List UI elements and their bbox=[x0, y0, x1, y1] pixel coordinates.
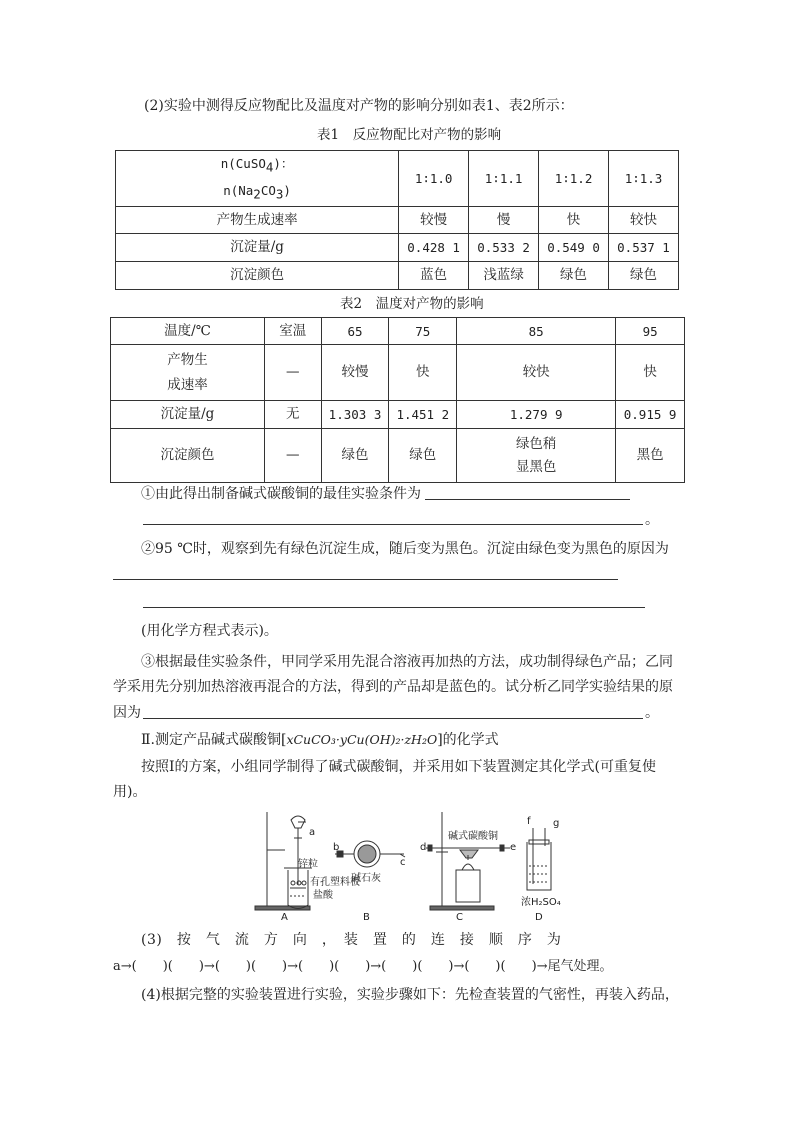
zinc-label: 锌粒 bbox=[298, 859, 318, 870]
answer-blank bbox=[425, 499, 630, 500]
port-d-label: d bbox=[420, 842, 427, 853]
apparatus-a-label: A bbox=[281, 912, 288, 923]
question-3-line3: 因为 bbox=[113, 705, 141, 721]
question-1-end: 。 bbox=[645, 512, 659, 528]
intro-text: (2)实验中测得反应物配比及温度对产物的影响分别如表1、表2所示： bbox=[144, 98, 574, 114]
table-row bbox=[111, 401, 685, 429]
table2-color-label: 沉淀颜色 bbox=[111, 429, 265, 483]
section-2-line3: 用)。 bbox=[113, 784, 147, 800]
table-row bbox=[116, 234, 679, 262]
port-c-label: c bbox=[400, 857, 406, 868]
table2-cell: — bbox=[264, 345, 321, 401]
table1-cell: 慢 bbox=[469, 207, 539, 234]
table2-temp-cell: 85 bbox=[457, 318, 616, 345]
table2-cell: 较慢 bbox=[321, 345, 389, 401]
apparatus-figure bbox=[250, 810, 570, 925]
table2-temp-label: 温度/℃ bbox=[111, 318, 265, 345]
table2-cell: 绿色 bbox=[389, 429, 457, 483]
table2-rate-label: 产物生 成速率 bbox=[111, 345, 265, 401]
port-e-label: e bbox=[510, 842, 517, 853]
port-g-label: g bbox=[553, 818, 560, 829]
table2-cell: — bbox=[264, 429, 321, 483]
table2-caption: 表2 温度对产物的影响 bbox=[340, 296, 484, 312]
table1-ratio-cell: 1∶1.2 bbox=[539, 151, 609, 207]
table2-cell: 无 bbox=[264, 401, 321, 429]
sample-label: 碱式碳酸铜 bbox=[448, 831, 498, 842]
table-row bbox=[116, 262, 679, 290]
table1-cell: 0.537 1 bbox=[609, 234, 679, 262]
table1-cell: 较快 bbox=[609, 207, 679, 234]
section-2-line2: 按照Ⅰ的方案，小组同学制得了碱式碳酸铜，并采用如下装置测定其化学式(可重复使 bbox=[141, 759, 656, 775]
answer-blank bbox=[113, 579, 618, 580]
table2-cell: 1.279 9 bbox=[457, 401, 616, 429]
table1-cell: 较慢 bbox=[399, 207, 469, 234]
table1-ratio-cell: 1∶1.1 bbox=[469, 151, 539, 207]
table2-cell: 0.915 9 bbox=[616, 401, 685, 429]
apparatus-d bbox=[527, 828, 551, 890]
apparatus-b bbox=[335, 841, 405, 867]
port-f-label: f bbox=[527, 816, 531, 827]
table2-temp-cell: 室温 bbox=[264, 318, 321, 345]
question-3-line1: ③根据最佳实验条件，甲同学采用先混合溶液再加热的方法，成功制得绿色产品；乙同 bbox=[141, 654, 673, 670]
port-a-label: a bbox=[309, 827, 316, 838]
table1-header-top: n(CuSO$_4$)： bbox=[220, 155, 294, 175]
table2-temp-cell: 75 bbox=[389, 318, 457, 345]
table2-cell: 快 bbox=[616, 345, 685, 401]
plate-label: 有孔塑料板 bbox=[310, 877, 360, 888]
table2-temp-cell: 65 bbox=[321, 318, 389, 345]
question-2-note: (用化学方程式表示)。 bbox=[141, 623, 278, 639]
question-3-end: 。 bbox=[645, 705, 659, 721]
table-row bbox=[111, 429, 685, 483]
table1-caption: 表1 反应物配比对产物的影响 bbox=[317, 127, 502, 143]
table2-cell: 1.303 3 bbox=[321, 401, 389, 429]
table-row bbox=[116, 207, 679, 234]
table1-cell: 0.428 1 bbox=[399, 234, 469, 262]
table1-cell: 浅蓝绿 bbox=[469, 262, 539, 290]
table-row bbox=[111, 345, 685, 401]
table1-cell: 绿色 bbox=[539, 262, 609, 290]
question-4: (4)根据完整的实验装置进行实验，实验步骤如下：先检查装置的气密性，再装入药品， bbox=[141, 987, 679, 1003]
port-b-label: b bbox=[333, 842, 340, 853]
question-3-line2: 学采用先分别加热溶液再混合的方法，得到的产品却是蓝色的。试分析乙同学实验结果的原 bbox=[113, 679, 673, 695]
table2-cell: 1.451 2 bbox=[389, 401, 457, 429]
h2so4-label: 浓H₂SO₄ bbox=[521, 897, 561, 908]
table2-cell: 较快 bbox=[457, 345, 616, 401]
answer-blank bbox=[143, 607, 645, 608]
table1-cell: 绿色 bbox=[609, 262, 679, 290]
question-2: ②95 ℃时，观察到先有绿色沉淀生成，随后变为黑色。沉淀由绿色变为黑色的原因为 bbox=[141, 541, 669, 557]
table1-cell: 蓝色 bbox=[399, 262, 469, 290]
table1-header-ratio bbox=[116, 151, 399, 207]
table-row bbox=[111, 318, 685, 345]
apparatus-c-label: C bbox=[456, 912, 463, 923]
table1-ratio-cell: 1∶1.0 bbox=[399, 151, 469, 207]
answer-blank bbox=[143, 524, 643, 525]
table2-cell: 绿色 bbox=[321, 429, 389, 483]
section-2-title: Ⅱ.测定产品碱式碳酸铜[xCuCO₃·yCu(OH)₂·zH₂O]的化学式 bbox=[141, 732, 499, 748]
table1-row-label: 产物生成速率 bbox=[116, 207, 399, 234]
apparatus-d-label: D bbox=[535, 912, 543, 923]
table1-cell: 0.533 2 bbox=[469, 234, 539, 262]
table2 bbox=[110, 317, 685, 483]
table2-cell-85: 绿色稍 显黑色 bbox=[457, 429, 616, 483]
acid-label: 盐酸 bbox=[313, 890, 333, 901]
lime-label: 碱石灰 bbox=[351, 873, 381, 884]
table1-ratio-cell: 1∶1.3 bbox=[609, 151, 679, 207]
table2-temp-cell: 95 bbox=[616, 318, 685, 345]
question-1: ①由此得出制备碱式碳酸铜的最佳实验条件为 bbox=[141, 486, 421, 502]
answer-blank bbox=[143, 718, 643, 719]
table2-cell: 快 bbox=[389, 345, 457, 401]
apparatus-b-label: B bbox=[363, 912, 370, 923]
table1 bbox=[115, 150, 679, 290]
table1-cell: 快 bbox=[539, 207, 609, 234]
table2-cell: 黑色 bbox=[616, 429, 685, 483]
table1-row-label: 沉淀量/g bbox=[116, 234, 399, 262]
table1-row-label: 沉淀颜色 bbox=[116, 262, 399, 290]
table2-mass-label: 沉淀量/g bbox=[111, 401, 265, 429]
table1-cell: 0.549 0 bbox=[539, 234, 609, 262]
question-3-order-blanks: a→( )( )→( )( )→( )( )→( )( )→( )( )→尾气处理。 bbox=[113, 959, 613, 974]
question-3-order: (3) 按 气 流 方 向 ， 装 置 的 连 接 顺 序 为 bbox=[141, 932, 562, 948]
table1-header-bottom: $n(Na_2CO_3)$ bbox=[223, 182, 291, 202]
